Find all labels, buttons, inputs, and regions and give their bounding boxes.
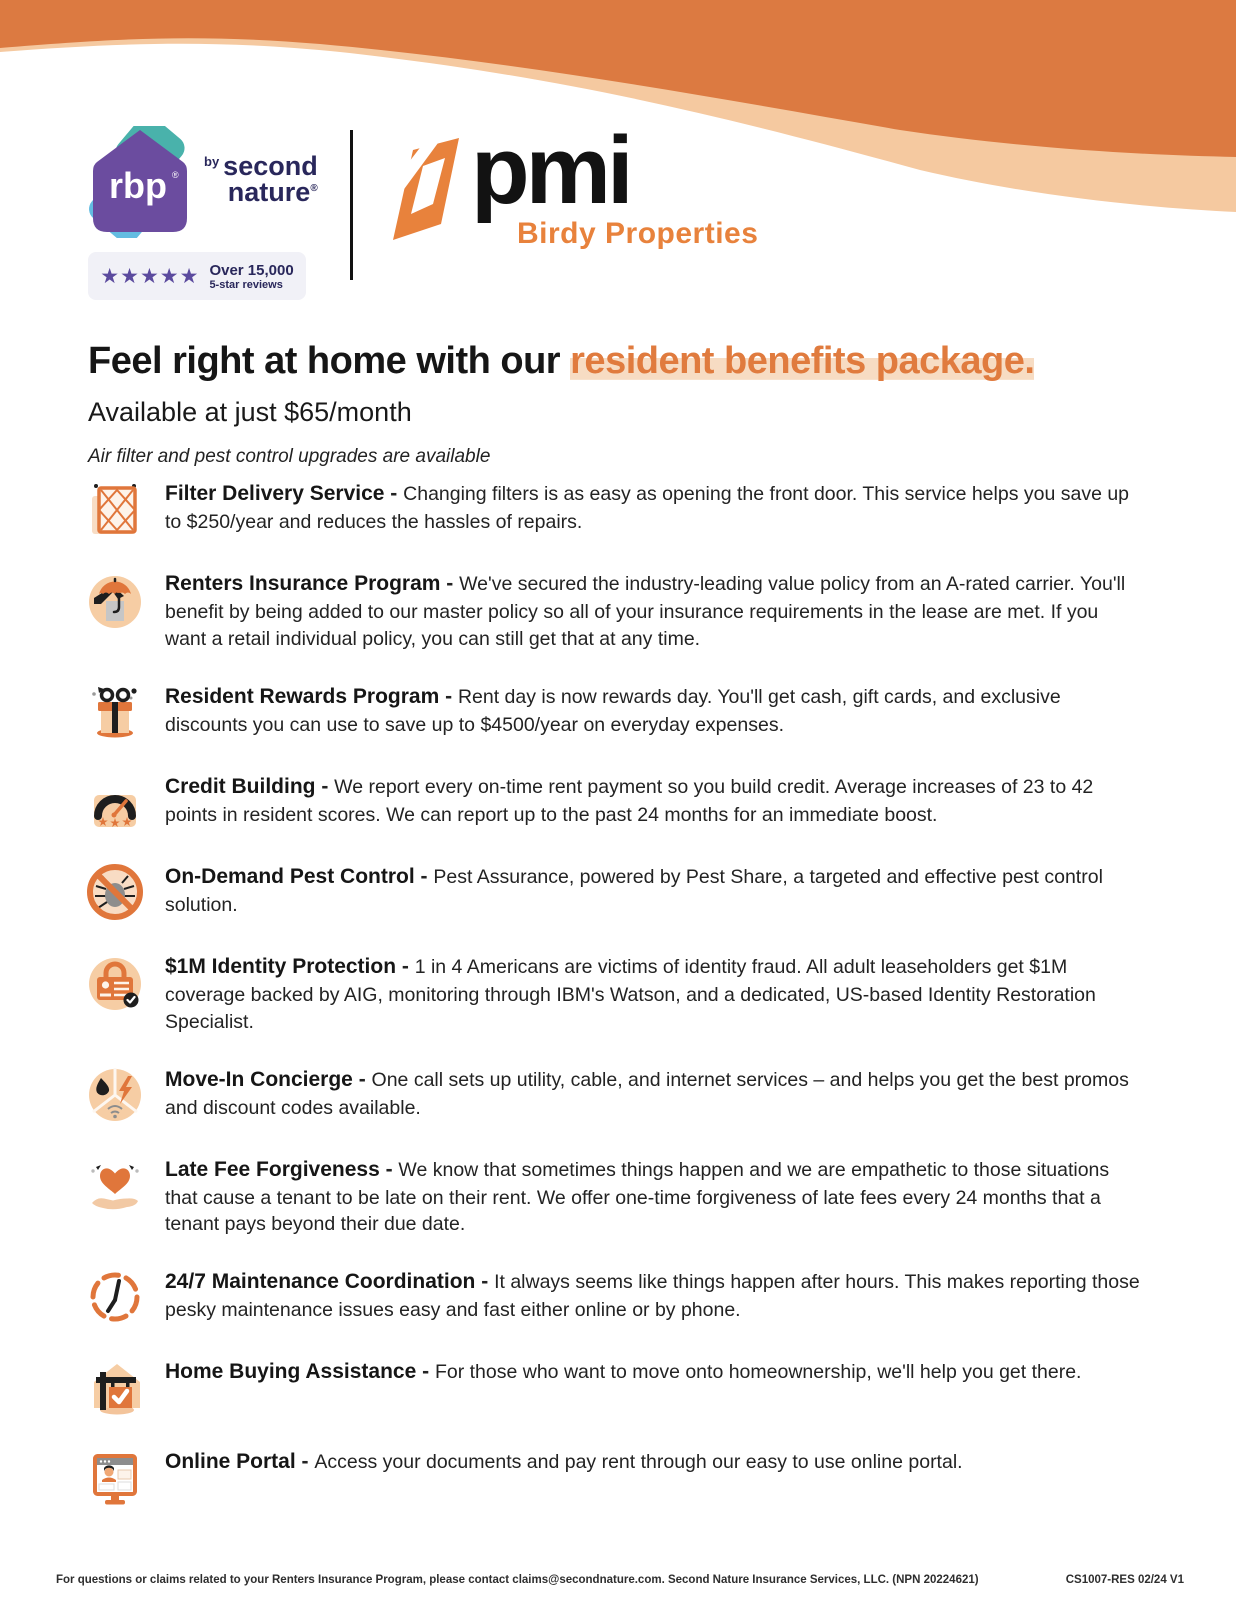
- filter-delivery-icon: [82, 478, 148, 540]
- rbp-monogram: rbp: [109, 165, 167, 206]
- benefit-title: Renters Insurance Program: [165, 572, 441, 595]
- footer-document-code: CS1007-RES 02/24 V1: [1065, 1574, 1184, 1586]
- credit-building-icon: [82, 771, 148, 833]
- benefit-item-home-buying: Home Buying Assistance - For those who want to move onto homeownership, we'll help you get there.: [82, 1358, 1140, 1418]
- pest-control-icon: [82, 861, 148, 923]
- benefit-item-identity-protection: $1M Identity Protection - 1 in 4 Americans are victims of identity fraud. All adult leaseholders get $1M coverage backed by AIG, monitoring through IBM's Watson, and a dedicated, US-based Identity Restoration Specialist.: [82, 953, 1140, 1036]
- benefit-title: Home Buying Assistance: [165, 1360, 417, 1384]
- benefit-description: 1 in 4 Americans are victims of identity fraud. All adult leaseholders get $1M coverage backed by AIG, monitoring through IBM's Watson, and a dedicated, US-based Identity Restoration Specialist.: [165, 955, 1096, 1033]
- benefit-item-resident-rewards: Resident Rewards Program - Rent day is now rewards day. You'll get cash, gift cards, and exclusive discounts you can use to save up to $4500/year on everyday expenses.: [82, 683, 1140, 743]
- renters-insurance-icon: [82, 568, 148, 630]
- identity-protection-icon: [82, 951, 148, 1013]
- price-subtitle: Available at just $65/month: [88, 397, 412, 427]
- benefit-description: It always seems like things happen after hours. This makes reporting those pesky maintenance issues easy and fast either online or by phone.: [165, 1271, 1140, 1322]
- reviews-count: Over 15,000: [209, 261, 294, 279]
- pmi-company-name: Birdy Properties: [517, 216, 759, 250]
- five-stars-icon: ★★★★★: [100, 264, 200, 288]
- benefit-item-move-in-concierge: Move-In Concierge - One call sets up utility, cable, and internet services – and helps you get the best promos and discount codes available.: [82, 1066, 1140, 1126]
- benefit-description: Access your documents and pay rent through our easy to use online portal.: [314, 1451, 963, 1474]
- benefit-description: One call sets up utility, cable, and internet services – and helps you get the best promos and discount codes available.: [165, 1068, 1129, 1119]
- brand-word-nature: nature: [227, 176, 311, 207]
- benefit-title: Late Fee Forgiveness: [165, 1157, 380, 1181]
- reviews-caption: 5-star reviews: [209, 278, 283, 291]
- benefit-description: Rent day is now rewards day. You'll get cash, gift cards, and exclusive discounts you can use to save up to $4500/year on everyday expenses.: [165, 685, 1061, 736]
- footer-disclaimer: For questions or claims related to your Renters Insurance Program, please contact claims@secondnature.com. Second Nature Insurance Services, LLC. (NPN 20224621): [56, 1574, 979, 1586]
- title-prefix: Feel right at home with our: [88, 340, 561, 382]
- hero-section: [88, 340, 1156, 468]
- title-highlight: resident benefits package.: [570, 340, 1035, 382]
- rbp-registered-mark: ®: [172, 170, 179, 180]
- reviews-badge: [88, 252, 306, 300]
- move-in-concierge-icon: [82, 1064, 148, 1126]
- benefit-description: Pest Assurance, powered by Pest Share, a targeted and effective pest control solution.: [165, 865, 1103, 916]
- benefit-item-late-fee-forgiveness: Late Fee Forgiveness - We know that sometimes things happen and we are empathetic to those situations that cause a tenant to be late on their rent. We offer one-time forgiveness of late fees every 24 months that a tenant pays beyond their due date.: [82, 1156, 1140, 1239]
- rbp-brand-block: [88, 126, 320, 300]
- resident-rewards-icon: [82, 681, 148, 743]
- benefit-title: $1M Identity Protection: [165, 954, 397, 978]
- benefit-title: Filter Delivery Service: [165, 482, 385, 505]
- home-buying-icon: [82, 1356, 148, 1418]
- benefit-description: Changing filters is as easy as opening the front door. This service helps you save up to $250/year and reduces the hassles of repairs.: [165, 483, 1130, 533]
- nature-registered-mark: ®: [310, 182, 318, 194]
- second-nature-wordmark: [204, 151, 318, 207]
- logo-divider: [350, 130, 353, 280]
- benefit-description: For those who want to move onto homeownership, we'll help you get there.: [434, 1361, 1082, 1384]
- benefit-description: We know that sometimes things happen and we are empathetic to those situations that cause a tenant to be late on their rent. We offer one-time forgiveness of late fees every 24 months that a tenant pays beyond their due date.: [165, 1158, 1110, 1236]
- benefit-title: Move-In Concierge: [165, 1067, 353, 1091]
- benefit-title: 24/7 Maintenance Coordination: [165, 1270, 476, 1294]
- brand-bar: [88, 117, 759, 300]
- page-title: [88, 340, 1156, 383]
- benefit-title: Credit Building: [165, 774, 316, 798]
- pmi-logo-icon: [383, 134, 465, 246]
- pmi-wordmark: pmi: [471, 117, 630, 224]
- by-label: by: [204, 154, 220, 169]
- benefit-item-pest-control: On-Demand Pest Control - Pest Assurance, powered by Pest Share, a targeted and effective pest control solution.: [82, 863, 1140, 923]
- brand-word-second: second: [223, 151, 318, 181]
- benefit-description: We've secured the industry-leading value policy from an A-rated carrier. You'll benefit by being added to our master policy so all of your insurance requirements in the lease are met. If you want a retail individual policy, you can still get that at any time.: [165, 573, 1126, 650]
- online-portal-icon: [82, 1446, 148, 1508]
- benefit-title: Resident Rewards Program: [165, 684, 440, 708]
- benefit-item-maintenance-coordination: 24/7 Maintenance Coordination - It always seems like things happen after hours. This makes reporting those pesky maintenance issues easy and fast either online or by phone.: [82, 1268, 1140, 1328]
- benefit-item-online-portal: Online Portal - Access your documents and pay rent through our easy to use online portal.: [82, 1448, 1140, 1508]
- maintenance-coordination-icon: [82, 1266, 148, 1328]
- benefit-item-filter-delivery: Filter Delivery Service - Changing filters is as easy as opening the front door. This service helps you save up to $250/year and reduces the hassles of repairs.: [82, 480, 1140, 540]
- benefit-title: Online Portal: [165, 1450, 296, 1474]
- pmi-brand-block: [383, 117, 759, 251]
- rbp-logo-icon: [88, 126, 192, 238]
- upgrades-note: Air filter and pest control upgrades are available: [88, 446, 491, 467]
- benefit-description: We report every on-time rent payment so you build credit. Average increases of 23 to 42 points in resident scores. We can report up to the past 24 months for an immediate boost.: [165, 775, 1094, 826]
- benefit-item-credit-building: Credit Building - We report every on-time rent payment so you build credit. Average increases of 23 to 42 points in resident scores. We can report up to the past 24 months for an immediate boost.: [82, 773, 1140, 833]
- benefit-item-renters-insurance: Renters Insurance Program - We've secured the industry-leading value policy from an A-rated carrier. You'll benefit by being added to our master policy so all of your insurance requirements in the lease are met. If you want a retail individual policy, you can still get that at any time.: [82, 570, 1140, 653]
- benefit-title: On-Demand Pest Control: [165, 864, 415, 888]
- footer: [56, 1574, 1184, 1586]
- benefits-list: [82, 480, 1140, 1508]
- late-fee-forgiveness-icon: [82, 1154, 148, 1216]
